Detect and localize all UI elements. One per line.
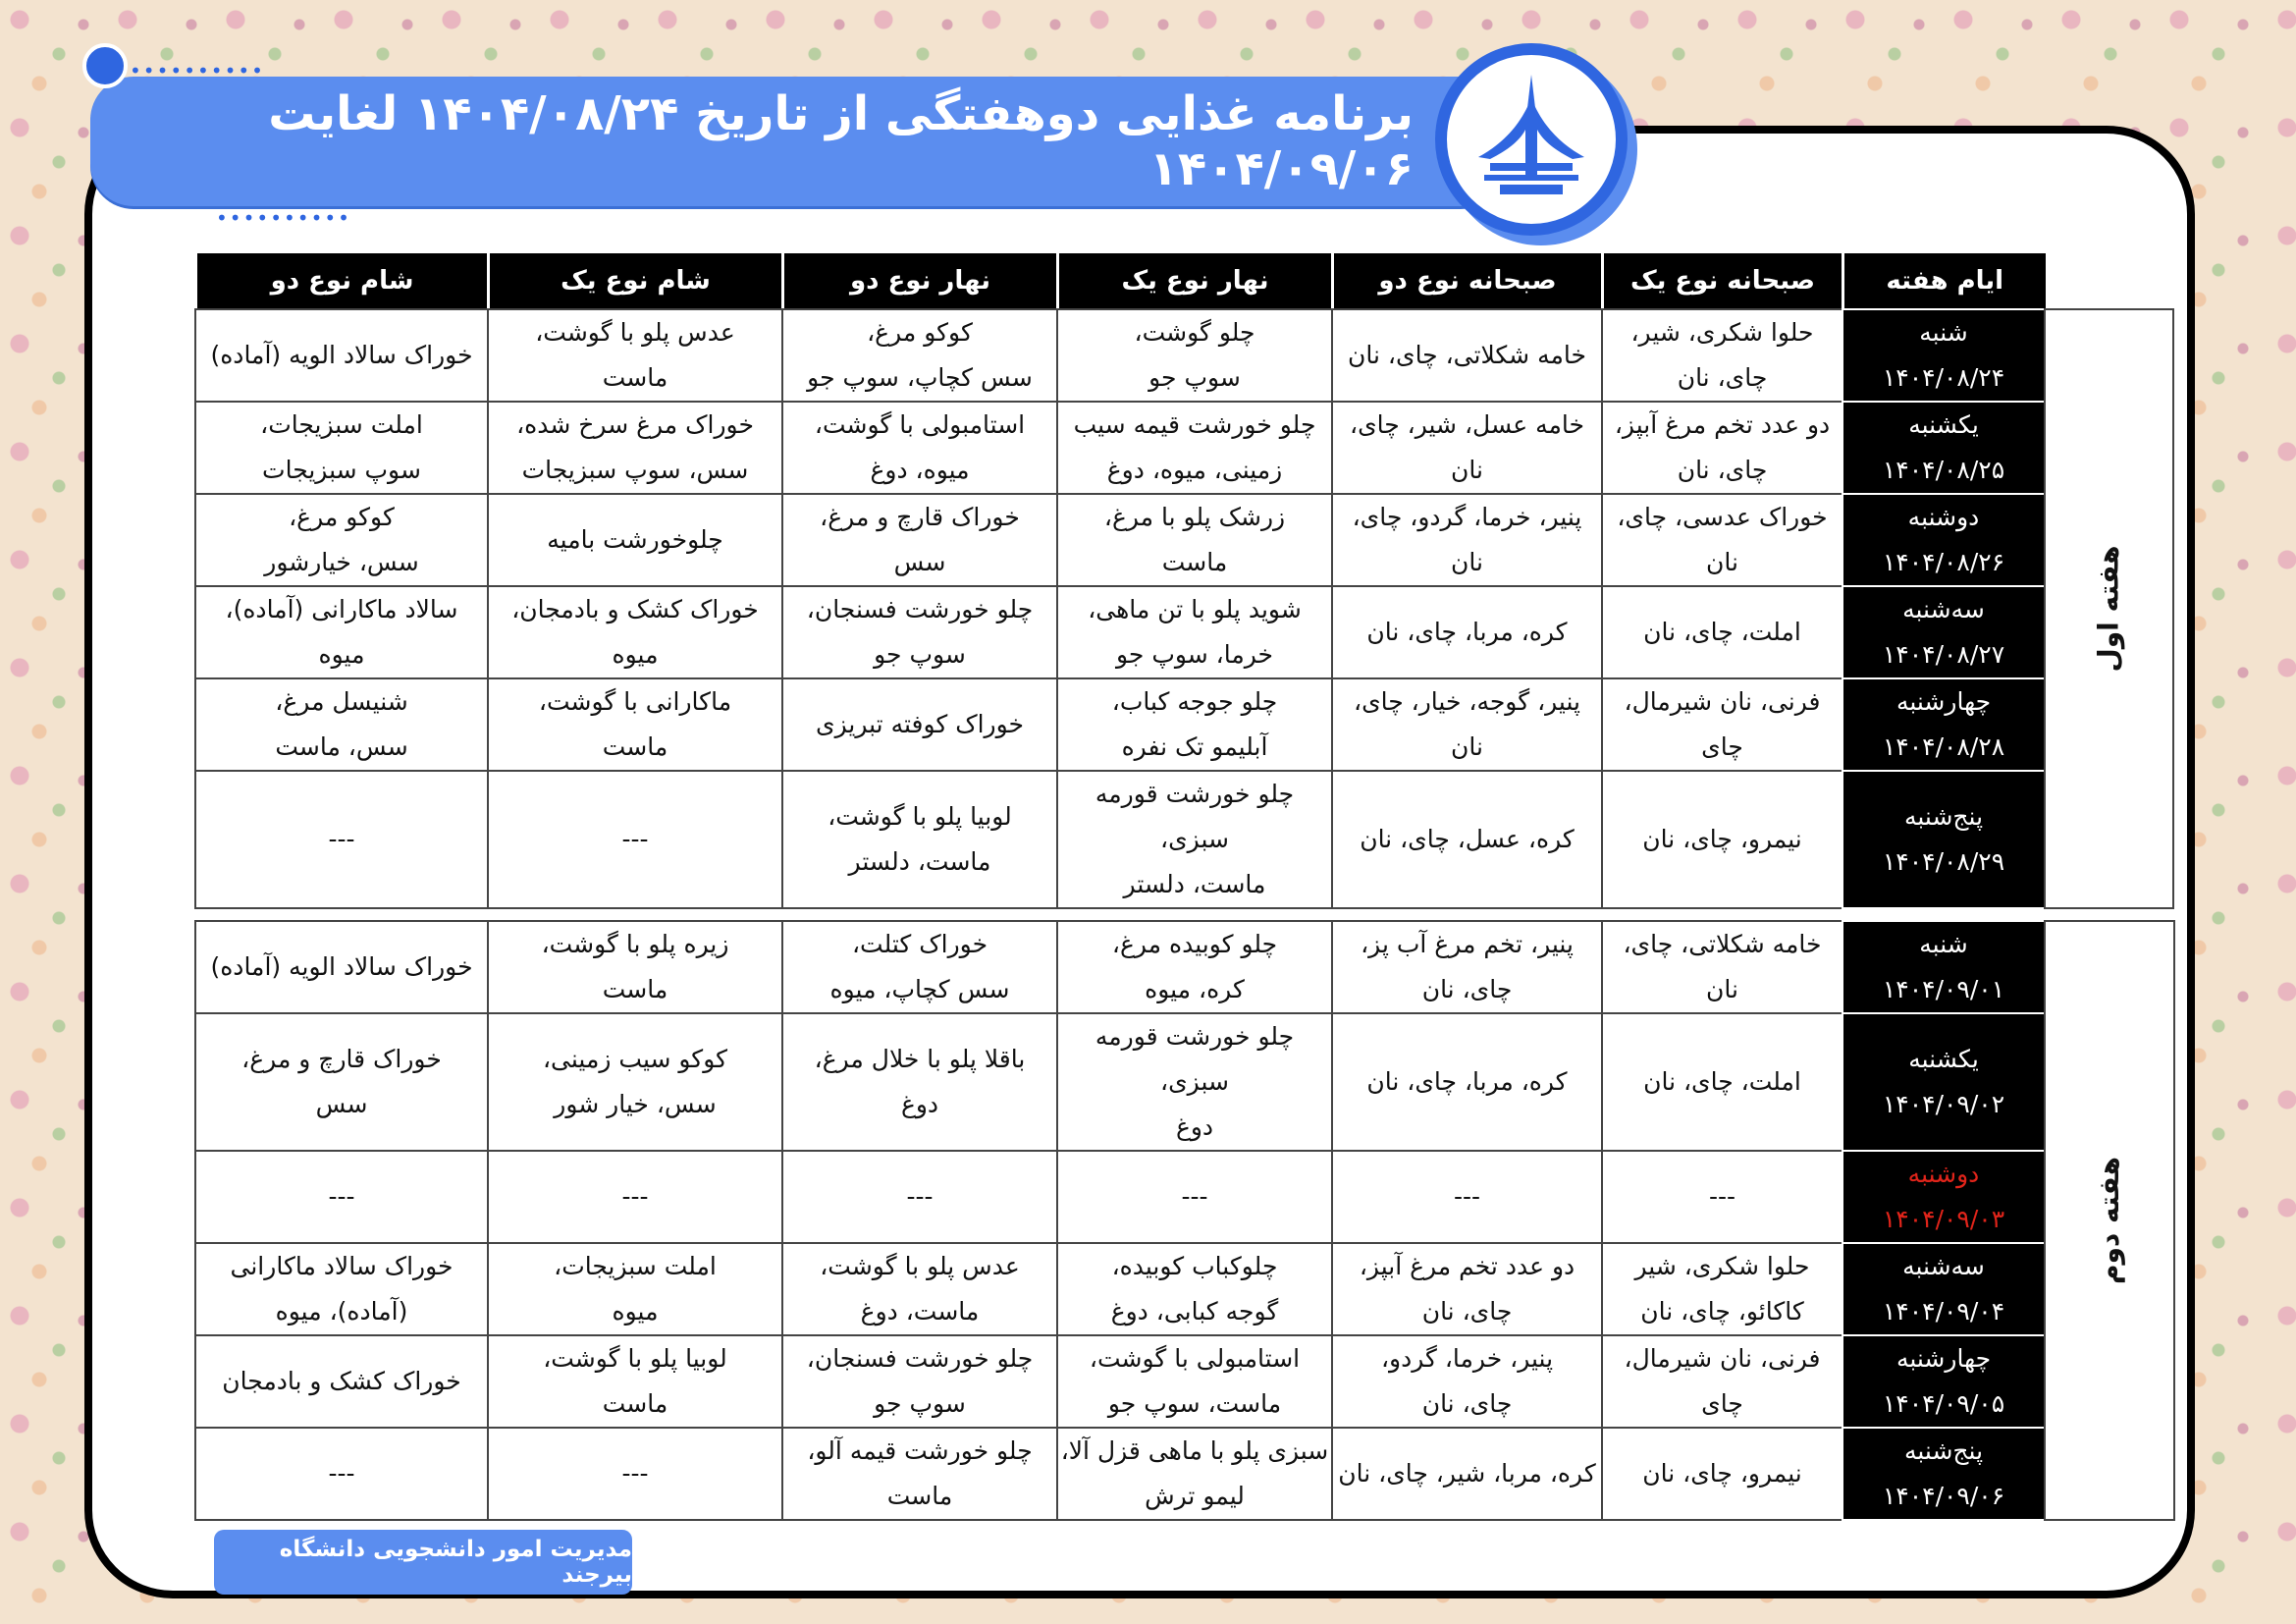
day-name: پنج‌شنبه: [1903, 1436, 1984, 1465]
week-1-table: [194, 308, 2174, 909]
day-name: دوشنبه: [1907, 503, 1980, 531]
meal-text: لوبیا پلو با گوشت،: [828, 802, 1012, 831]
meal-cell-dinner-2: [195, 678, 488, 771]
meal-cell-dinner-2: [195, 1428, 488, 1520]
meal-text: میوه: [612, 640, 659, 669]
meal-cell-breakfast-1: [1602, 1013, 1842, 1151]
day-cell: [1842, 586, 2045, 678]
table-row: [195, 1013, 2174, 1151]
meal-text: چلو خورشت قورمه سبزی،: [1095, 1022, 1295, 1096]
meal-text: چلو خورشت فسنجان،: [806, 1344, 1034, 1373]
day-date: ۱۴۰۴/۰۹/۰۶: [1882, 1482, 2005, 1510]
week-label: [2045, 309, 2173, 908]
meal-text: پنیر، خرما، گردو،: [1380, 1344, 1554, 1373]
meal-cell-dinner-2: [195, 494, 488, 586]
column-header-breakfast-1: صبحانه نوع یک: [1603, 253, 1843, 308]
meal-cell-lunch-2: [782, 1243, 1057, 1335]
column-header-breakfast-2: صبحانه نوع دو: [1333, 253, 1603, 308]
meal-text: دو عدد تخم مرغ آبپز،: [1359, 1252, 1575, 1280]
meal-text: چلوکباب کوبیده،: [1111, 1252, 1278, 1280]
day-name: یکشنبه: [1908, 410, 1979, 439]
meal-cell-lunch-2: [782, 586, 1057, 678]
day-cell: [1842, 1335, 2045, 1428]
meal-text: چای، نان: [1421, 1297, 1513, 1326]
meal-cell-breakfast-2: [1332, 1243, 1602, 1335]
meal-cell-breakfast-1: [1602, 586, 1842, 678]
meal-cell-breakfast-1: [1602, 771, 1842, 908]
column-header-lunch-1: نهار نوع یک: [1058, 253, 1333, 308]
meal-text: ماست: [602, 363, 668, 392]
meal-text: خامه عسل، شیر، چای،: [1350, 410, 1584, 439]
meal-cell-breakfast-1: [1602, 1151, 1842, 1243]
table-row: [195, 1243, 2174, 1335]
day-date: ۱۴۰۴/۰۹/۰۴: [1882, 1297, 2005, 1326]
day-date: ۱۴۰۴/۰۸/۲۸: [1882, 732, 2005, 761]
meal-text: ---: [621, 1459, 649, 1488]
day-date: ۱۴۰۴/۰۸/۲۷: [1882, 640, 2005, 669]
meal-text: زمینی، میوه، دوغ: [1106, 456, 1283, 484]
decorative-dots-top: ••••••••••: [130, 59, 265, 82]
day-date: ۱۴۰۴/۰۹/۰۱: [1882, 975, 2005, 1003]
meal-cell-dinner-2: [195, 402, 488, 494]
meal-cell-lunch-2: [782, 921, 1057, 1013]
column-header-dinner-1: شام نوع یک: [489, 253, 783, 308]
day-name: سه‌شنبه: [1902, 595, 1985, 623]
meal-text: سوپ جو: [1148, 363, 1241, 392]
university-tower-logo-icon: [1435, 43, 1628, 236]
meal-cell-dinner-1: [488, 1243, 782, 1335]
meal-text: ---: [328, 1459, 355, 1488]
meal-text: چای، نان: [1421, 1389, 1513, 1418]
table-row: [195, 586, 2173, 678]
meal-cell-dinner-2: [195, 771, 488, 908]
meal-text: میوه: [318, 640, 365, 669]
meal-cell-lunch-1: [1057, 1428, 1332, 1520]
meal-cell-lunch-1: [1057, 494, 1332, 586]
day-date: ۱۴۰۴/۰۸/۲۵: [1882, 456, 2005, 484]
meal-cell-lunch-1: [1057, 1151, 1332, 1243]
meal-text: میوه: [612, 1297, 659, 1326]
meal-text: سالاد ماکارانی (آماده)،: [225, 595, 458, 623]
day-date: ۱۴۰۴/۰۹/۰۵: [1882, 1389, 2005, 1418]
day-name: شنبه: [1919, 930, 1968, 958]
meal-text: خوراک کوفته تبریزی: [816, 710, 1024, 738]
meal-text: کره، مربا، شیر، چای، نان: [1338, 1459, 1596, 1488]
meal-text: چلو خورشت قیمه آلو،: [807, 1436, 1033, 1465]
week-2-table: [194, 920, 2175, 1521]
meal-text: نیمرو، چای، نان: [1642, 1459, 1802, 1488]
meal-cell-lunch-2: [782, 309, 1057, 402]
table-row: [195, 1428, 2174, 1520]
meal-text: سس، سوپ سبزیجات: [521, 456, 749, 484]
table-row: [195, 1335, 2174, 1428]
meal-text: چلو خورشت قیمه سیب: [1073, 410, 1316, 439]
meal-cell-lunch-2: [782, 1428, 1057, 1520]
meal-cell-lunch-1: [1057, 771, 1332, 908]
meal-cell-breakfast-2: [1332, 309, 1602, 402]
meal-text: املت، چای، نان: [1643, 1067, 1801, 1096]
day-cell: [1842, 1243, 2045, 1335]
meal-text: سس کچاپ، سوپ جو: [807, 363, 1033, 392]
column-header-days: ایام هفته: [1843, 253, 2046, 308]
day-name: چهارشنبه: [1896, 687, 1992, 716]
meal-text: ماست: [886, 1482, 953, 1510]
meal-text: خوراک کشک و بادمجان: [222, 1367, 461, 1395]
meal-cell-breakfast-2: [1332, 771, 1602, 908]
meal-text: سس، ماست: [275, 732, 408, 761]
meal-text: دو عدد تخم مرغ آبپز،: [1614, 410, 1831, 439]
meal-cell-dinner-1: [488, 309, 782, 402]
meal-text: خوراک سالاد الویه (آماده): [210, 952, 473, 981]
meal-cell-breakfast-1: [1602, 1335, 1842, 1428]
meal-text: خوراک عدسی، چای،: [1617, 503, 1828, 531]
meal-text: چای، نان: [1421, 975, 1513, 1003]
meal-cell-breakfast-2: [1332, 678, 1602, 771]
meal-text: کره، مربا، چای، نان: [1366, 618, 1568, 646]
meal-cell-dinner-1: [488, 1151, 782, 1243]
meal-text: سوپ سبزیجات: [262, 456, 421, 484]
table-row: [195, 678, 2173, 771]
meal-text: سبزی پلو با ماهی قزل آلا،: [1060, 1436, 1329, 1465]
day-name: شنبه: [1919, 318, 1968, 347]
meal-text: کوکو مرغ،: [867, 318, 973, 347]
meal-cell-lunch-2: [782, 1013, 1057, 1151]
page-title: برنامه غذایی دوهفتگی از تاریخ ۱۴۰۴/۰۸/۲۴ لغایت ۱۴۰۴/۰۹/۰۶: [268, 86, 1414, 196]
meal-text: چلو گوشت،: [1134, 318, 1255, 347]
meal-cell-breakfast-1: [1602, 678, 1842, 771]
meal-text: ماست، دوغ: [860, 1297, 980, 1326]
meal-cell-lunch-1: [1057, 402, 1332, 494]
meal-text: ماست، دلستر: [848, 847, 991, 876]
day-cell: [1842, 1013, 2045, 1151]
meal-text: ماست: [1161, 548, 1228, 576]
day-cell: [1842, 678, 2045, 771]
meal-cell-breakfast-1: [1602, 402, 1842, 494]
meal-text: پنیر، خرما، گردو، چای،: [1352, 503, 1582, 531]
table-row: [195, 771, 2173, 908]
meal-text: زرشک پلو با مرغ،: [1103, 503, 1286, 531]
meal-text: چای: [1701, 1389, 1743, 1418]
table-row: [195, 921, 2174, 1013]
table-row: [195, 402, 2173, 494]
meal-text: شنیسل مرغ،: [275, 687, 408, 716]
meal-cell-lunch-2: [782, 678, 1057, 771]
meal-text: آبلیمو تک نفره: [1121, 732, 1268, 761]
column-header-lunch-2: نهار نوع دو: [783, 253, 1058, 308]
meal-text: (آماده)، میوه: [275, 1297, 408, 1326]
meal-text: سس کچاپ، میوه: [829, 975, 1010, 1003]
meal-text: ماکارانی با گوشت،: [538, 687, 732, 716]
meal-text: ---: [1181, 1182, 1208, 1211]
meal-cell-dinner-1: [488, 771, 782, 908]
meal-text: سوپ جو: [874, 1389, 966, 1418]
meal-text: خوراک قارچ و مرغ،: [820, 503, 1020, 531]
meal-text: شوید پلو با تن ماهی،: [1088, 595, 1302, 623]
meal-text: خوراک سالاد ماکارانی: [230, 1252, 454, 1280]
meal-cell-lunch-2: [782, 1151, 1057, 1243]
meal-cell-breakfast-1: [1602, 1428, 1842, 1520]
meal-text: عدس پلو با گوشت،: [535, 318, 735, 347]
meal-text: ماست، دلستر: [1123, 870, 1266, 898]
logo: [1435, 43, 1631, 240]
day-cell: [1842, 771, 2045, 908]
meal-text: چای، نان: [1677, 363, 1768, 392]
meal-text: لوبیا پلو با گوشت،: [543, 1344, 727, 1373]
meal-text: چلو خورشت قورمه سبزی،: [1095, 780, 1295, 853]
meal-cell-dinner-1: [488, 1428, 782, 1520]
meal-text: کره، مربا، چای، نان: [1366, 1067, 1568, 1096]
meal-text: باقلا پلو با خلال مرغ،: [814, 1045, 1026, 1073]
meal-cell-lunch-1: [1057, 1335, 1332, 1428]
meal-cell-lunch-1: [1057, 1013, 1332, 1151]
meal-text: کاکائو، چای، نان: [1640, 1297, 1804, 1326]
meal-text: استامبولی با گوشت،: [1089, 1344, 1301, 1373]
table-row: [195, 1151, 2174, 1243]
meal-cell-dinner-2: [195, 1151, 488, 1243]
meal-cell-lunch-2: [782, 402, 1057, 494]
meal-cell-dinner-2: [195, 1013, 488, 1151]
meal-text: خامه شکلاتی، چای، نان: [1348, 341, 1586, 369]
meal-text: چلو کوبیده مرغ،: [1111, 930, 1278, 958]
meal-text: ماست: [602, 732, 668, 761]
meal-text: ---: [328, 1182, 355, 1211]
meal-text: ---: [328, 825, 355, 853]
meal-cell-dinner-1: [488, 402, 782, 494]
meal-text: چلو جوجه کباب،: [1111, 687, 1278, 716]
meal-text: نان: [1451, 548, 1483, 576]
meal-cell-lunch-1: [1057, 586, 1332, 678]
meal-text: ---: [621, 825, 649, 853]
meal-cell-dinner-1: [488, 586, 782, 678]
meal-text: ---: [621, 1182, 649, 1211]
meal-cell-dinner-2: [195, 586, 488, 678]
table-row: [195, 494, 2173, 586]
meal-text: ---: [1453, 1182, 1481, 1211]
meal-cell-breakfast-2: [1332, 586, 1602, 678]
meal-cell-lunch-2: [782, 494, 1057, 586]
meal-cell-lunch-2: [782, 771, 1057, 908]
footer-badge: مدیریت امور دانشجویی دانشگاه بیرجند: [214, 1530, 632, 1595]
meal-text: پنیر، گوجه، خیار، چای،: [1354, 687, 1580, 716]
week-label: [2045, 921, 2174, 1520]
meal-cell-breakfast-2: [1332, 1335, 1602, 1428]
meal-cell-breakfast-1: [1602, 921, 1842, 1013]
meal-cell-breakfast-2: [1332, 921, 1602, 1013]
meal-cell-dinner-1: [488, 1335, 782, 1428]
meal-text: نان: [1451, 456, 1483, 484]
meal-cell-breakfast-2: [1332, 1013, 1602, 1151]
meal-text: خوراک کشک و بادمجان،: [511, 595, 759, 623]
meal-cell-breakfast-1: [1602, 309, 1842, 402]
week-label-text: هفته دوم: [2093, 1156, 2126, 1284]
meal-text: خوراک کتلت،: [851, 930, 988, 958]
meal-text: نان: [1706, 548, 1738, 576]
meal-cell-breakfast-2: [1332, 1428, 1602, 1520]
meal-text: چای، نان: [1677, 456, 1768, 484]
meal-text: زیره پلو با گوشت،: [541, 930, 729, 958]
meal-text: نان: [1706, 975, 1738, 1003]
decorative-dots-bottom: ••••••••••: [216, 206, 351, 230]
meal-cell-breakfast-2: [1332, 402, 1602, 494]
meal-text: دوغ: [900, 1090, 939, 1118]
meal-cell-lunch-1: [1057, 1243, 1332, 1335]
meal-text: سس: [893, 548, 946, 576]
meal-text: املت سبزیجات،: [260, 410, 423, 439]
meal-text: پنیر، تخم مرغ آب پز،: [1361, 930, 1574, 958]
day-date: ۱۴۰۴/۰۸/۲۶: [1882, 548, 2005, 576]
meal-text: املت سبزیجات،: [554, 1252, 717, 1280]
meal-text: عدس پلو با گوشت،: [820, 1252, 1020, 1280]
meal-text: نان: [1451, 732, 1483, 761]
meal-text: سوپ جو: [874, 640, 966, 669]
meal-text: سس، خیارشور: [264, 548, 419, 576]
meal-cell-dinner-1: [488, 494, 782, 586]
day-name: پنج‌شنبه: [1903, 802, 1984, 831]
day-date: ۱۴۰۴/۰۸/۲۹: [1882, 847, 2005, 876]
meal-text: کوکو مرغ،: [289, 503, 395, 531]
meal-text: سس: [315, 1090, 368, 1118]
meal-cell-lunch-2: [782, 1335, 1057, 1428]
day-name: دوشنبه: [1907, 1160, 1980, 1188]
meal-text: لیمو ترش: [1145, 1482, 1245, 1510]
day-date: ۱۴۰۴/۰۸/۲۴: [1882, 363, 2005, 392]
meal-text: ماست: [602, 975, 668, 1003]
meal-cell-breakfast-2: [1332, 494, 1602, 586]
day-cell: [1842, 1151, 2045, 1243]
day-cell: [1842, 309, 2045, 402]
meal-text: ---: [1708, 1182, 1736, 1211]
day-name: یکشنبه: [1908, 1045, 1979, 1073]
meal-text: کره، عسل، چای، نان: [1360, 825, 1575, 853]
meal-text: فرنی، نان شیرمال،: [1624, 687, 1821, 716]
day-name: سه‌شنبه: [1902, 1252, 1985, 1280]
day-cell: [1842, 1428, 2045, 1520]
meal-text: خوراک مرغ سرخ شده،: [516, 410, 754, 439]
meal-text: چای: [1701, 732, 1743, 761]
day-cell: [1842, 402, 2045, 494]
meal-cell-dinner-1: [488, 1013, 782, 1151]
meal-text: خوراک قارچ و مرغ،: [241, 1045, 442, 1073]
week-label-text: هفته اول: [2092, 544, 2125, 673]
column-header-dinner-2: شام نوع دو: [196, 253, 489, 308]
meal-text: کره، میوه: [1145, 975, 1245, 1003]
day-date: ۱۴۰۴/۰۹/۰۲: [1882, 1090, 2005, 1118]
day-cell: [1842, 494, 2045, 586]
meal-text: خامه شکلاتی، چای،: [1623, 930, 1822, 958]
meal-text: خرما، سوپ جو: [1116, 640, 1273, 669]
meal-text: خوراک سالاد الویه (آماده): [210, 341, 473, 369]
meal-text: چلو خورشت فسنجان،: [806, 595, 1034, 623]
meal-text: ماست، سوپ جو: [1107, 1389, 1282, 1418]
meal-cell-dinner-1: [488, 921, 782, 1013]
meal-cell-lunch-1: [1057, 678, 1332, 771]
meal-cell-lunch-1: [1057, 309, 1332, 402]
meal-text: حلوا شکری، شیر: [1634, 1252, 1810, 1280]
meal-text: سس، خیار شور: [554, 1090, 717, 1118]
meal-cell-dinner-2: [195, 921, 488, 1013]
table-row: [195, 309, 2173, 402]
day-cell: [1842, 921, 2045, 1013]
meal-text: گوجه کبابی، دوغ: [1110, 1297, 1279, 1326]
meal-cell-dinner-2: [195, 1243, 488, 1335]
meal-text: فرنی، نان شیرمال،: [1624, 1344, 1821, 1373]
meal-text: دوغ: [1175, 1112, 1214, 1141]
meal-cell-lunch-1: [1057, 921, 1332, 1013]
meal-text: حلوا شکری، شیر،: [1630, 318, 1814, 347]
column-header-row: [194, 253, 2046, 308]
meal-cell-breakfast-1: [1602, 1243, 1842, 1335]
meal-text: چلوخورشت بامیه: [547, 525, 723, 554]
meal-cell-dinner-2: [195, 309, 488, 402]
meal-text: میوه، دوغ: [870, 456, 970, 484]
meal-text: املت، چای، نان: [1643, 618, 1801, 646]
meal-cell-dinner-1: [488, 678, 782, 771]
day-name: چهارشنبه: [1896, 1344, 1992, 1373]
day-date: ۱۴۰۴/۰۹/۰۳: [1882, 1205, 2005, 1233]
meal-text: ماست: [602, 1389, 668, 1418]
meal-text: استامبولی با گوشت،: [814, 410, 1026, 439]
meal-cell-breakfast-1: [1602, 494, 1842, 586]
meal-text: کوکو سیب زمینی،: [542, 1045, 728, 1073]
meal-cell-breakfast-2: [1332, 1151, 1602, 1243]
meal-text: ---: [906, 1182, 934, 1211]
meal-text: نیمرو، چای، نان: [1642, 825, 1802, 853]
meal-cell-dinner-2: [195, 1335, 488, 1428]
